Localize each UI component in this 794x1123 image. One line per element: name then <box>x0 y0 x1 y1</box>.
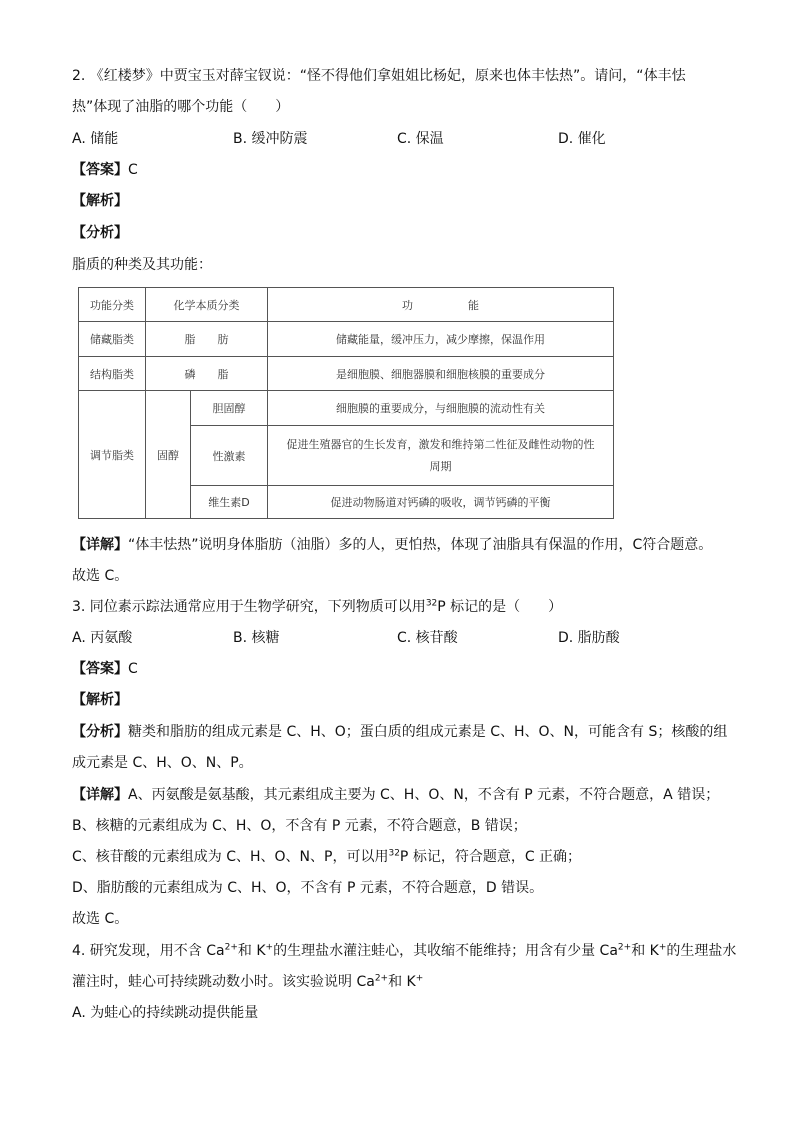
q4-text: 灌注时，蛙心可持续跳动数小时。该实验说明 Ca <box>72 974 375 990</box>
q2-analysis-label: 【解析】 <box>72 193 128 209</box>
q2-stem-line2: 热”体现了油脂的哪个功能（ ） <box>72 99 290 115</box>
table-header-row <box>79 288 614 322</box>
detail-text: A、丙氨酸是氨基酸，其元素组成主要为 C、H、O、N，不含有 P 元素，不符合题意，A 错误； <box>128 787 720 803</box>
answer-value: C <box>128 661 138 677</box>
table-cell-chem: 脂 肪 <box>146 322 268 357</box>
detail-text: C、核苷酸的元素组成为 C、H、O、N、P，可以用 <box>72 849 389 865</box>
q2-option-a: A. 储能 <box>72 131 119 147</box>
table-row <box>79 357 614 391</box>
answer-label: 【答案】 <box>72 661 128 677</box>
table-cell-function: 细胞膜的重要成分，与细胞膜的流动性有关 <box>268 391 614 426</box>
q2-stem-line1: 2. 《红楼梦》中贾宝玉对薛宝钗说：“怪不得他们拿姐姐比杨妃，原来也体丰怯热”。请问，“体丰怯 <box>72 68 686 84</box>
table-cell-category: 结构脂类 <box>79 357 146 391</box>
detail-label: 【详解】 <box>72 787 128 803</box>
q2-option-b: B. 缓冲防震 <box>233 131 308 147</box>
ion-superscript: 2+ <box>617 942 632 953</box>
ion-superscript: + <box>415 973 424 984</box>
detail-label: 【详解】 <box>72 537 128 553</box>
lipid-function-table <box>78 287 614 519</box>
q4-text: 的生理盐水 <box>666 943 737 959</box>
q4-text: 4. 研究发现，用不含 Ca <box>72 943 225 959</box>
table-cell-subtype: 维生素D <box>191 486 268 519</box>
table-row <box>79 391 614 426</box>
q2-answer-line <box>72 160 138 180</box>
q3-detail-a <box>72 785 719 805</box>
q3-fenxi-line2: 成元素是 C、H、O、N、P。 <box>72 755 253 771</box>
q3-option-b: B. 核糖 <box>233 630 280 646</box>
table-cell-function: 储藏能量，缓冲压力，减少摩擦，保温作用 <box>268 322 614 357</box>
q2-detail-line <box>72 535 712 555</box>
ion-superscript: 2+ <box>374 973 389 984</box>
q4-stem-line1 <box>72 941 736 961</box>
answer-label: 【答案】 <box>72 162 128 178</box>
function-line: 周期 <box>429 459 452 473</box>
q4-text: 和 K <box>388 974 416 990</box>
ion-superscript: 2+ <box>224 942 238 953</box>
fenxi-text: 糖类和脂肪的组成元素是 C、H、O；蛋白质的组成元素是 C、H、O、N，可能含有 S；核酸的组 <box>128 724 728 740</box>
q3-option-c: C. 核苷酸 <box>397 630 458 646</box>
q4-text: 的生理盐水灌注蛙心，其收缩不能维持；用含有少量 Ca <box>273 943 618 959</box>
function-line: 促进生殖器官的生长发育，激发和维持第二性征及雌性动物的性 <box>286 437 595 451</box>
table-cell-function: 促进动物肠道对钙磷的吸收，调节钙磷的平衡 <box>268 486 614 519</box>
q2-option-c: C. 保温 <box>397 131 444 147</box>
table-cell-chem: 固醇 <box>146 391 191 519</box>
table-cell-chem: 磷 脂 <box>146 357 268 391</box>
q4-text: 和 K <box>237 943 266 959</box>
q2-fenxi-label: 【分析】 <box>72 225 128 241</box>
q4-stem-line2 <box>72 972 423 992</box>
ion-superscript: + <box>658 942 667 953</box>
table-row <box>79 322 614 357</box>
isotope-superscript: 32 <box>388 848 400 859</box>
q3-fenxi-line1 <box>72 722 727 742</box>
table-cell-function <box>268 426 614 486</box>
q4-option-a: A. 为蛙心的持续跳动提供能量 <box>72 1005 259 1021</box>
table-header-cell: 化学本质分类 <box>146 288 268 322</box>
table-cell-category: 调节脂类 <box>79 391 146 519</box>
q3-detail-d: D、脂肪酸的元素组成为 C、H、O，不含有 P 元素，不符合题意，D 错误。 <box>72 880 544 896</box>
q3-stem-text: P 标记的是（ ） <box>437 599 563 615</box>
q3-detail-b: B、核糖的元素组成为 C、H、O，不含有 P 元素，不符合题意，B 错误； <box>72 818 527 834</box>
detail-text: “体丰怯热”说明身体脂肪（油脂）多的人，更怕热，体现了油脂具有保温的作用，C符合题意。 <box>128 537 713 553</box>
q3-conclusion: 故选 C。 <box>72 911 129 927</box>
isotope-superscript: 32 <box>425 598 438 609</box>
q2-conclusion: 故选 C。 <box>72 568 129 584</box>
table-cell-function: 是细胞膜、细胞器膜和细胞核膜的重要成分 <box>268 357 614 391</box>
q3-stem-text: 3. 同位素示踪法通常应用于生物学研究，下列物质可以用 <box>72 599 426 615</box>
q3-detail-c <box>72 847 581 867</box>
answer-value: C <box>128 162 138 178</box>
q3-stem <box>72 597 562 617</box>
fenxi-label: 【分析】 <box>72 724 128 740</box>
table-cell-category: 储藏脂类 <box>79 322 146 357</box>
ion-superscript: + <box>265 942 274 953</box>
table-header-cell: 功 能 <box>268 288 614 322</box>
q3-answer-line <box>72 659 138 679</box>
q3-option-d: D. 脂肪酸 <box>558 630 620 646</box>
detail-text: P 标记，符合题意，C 正确； <box>399 849 582 865</box>
q2-table-intro: 脂质的种类及其功能： <box>72 257 212 273</box>
q4-text: 和 K <box>631 943 659 959</box>
q3-analysis-label: 【解析】 <box>72 692 128 708</box>
table-header-cell: 功能分类 <box>79 288 146 322</box>
q3-option-a: A. 丙氨酸 <box>72 630 133 646</box>
q2-option-d: D. 催化 <box>558 131 606 147</box>
table-cell-subtype: 性激素 <box>191 426 268 486</box>
table-cell-subtype: 胆固醇 <box>191 391 268 426</box>
